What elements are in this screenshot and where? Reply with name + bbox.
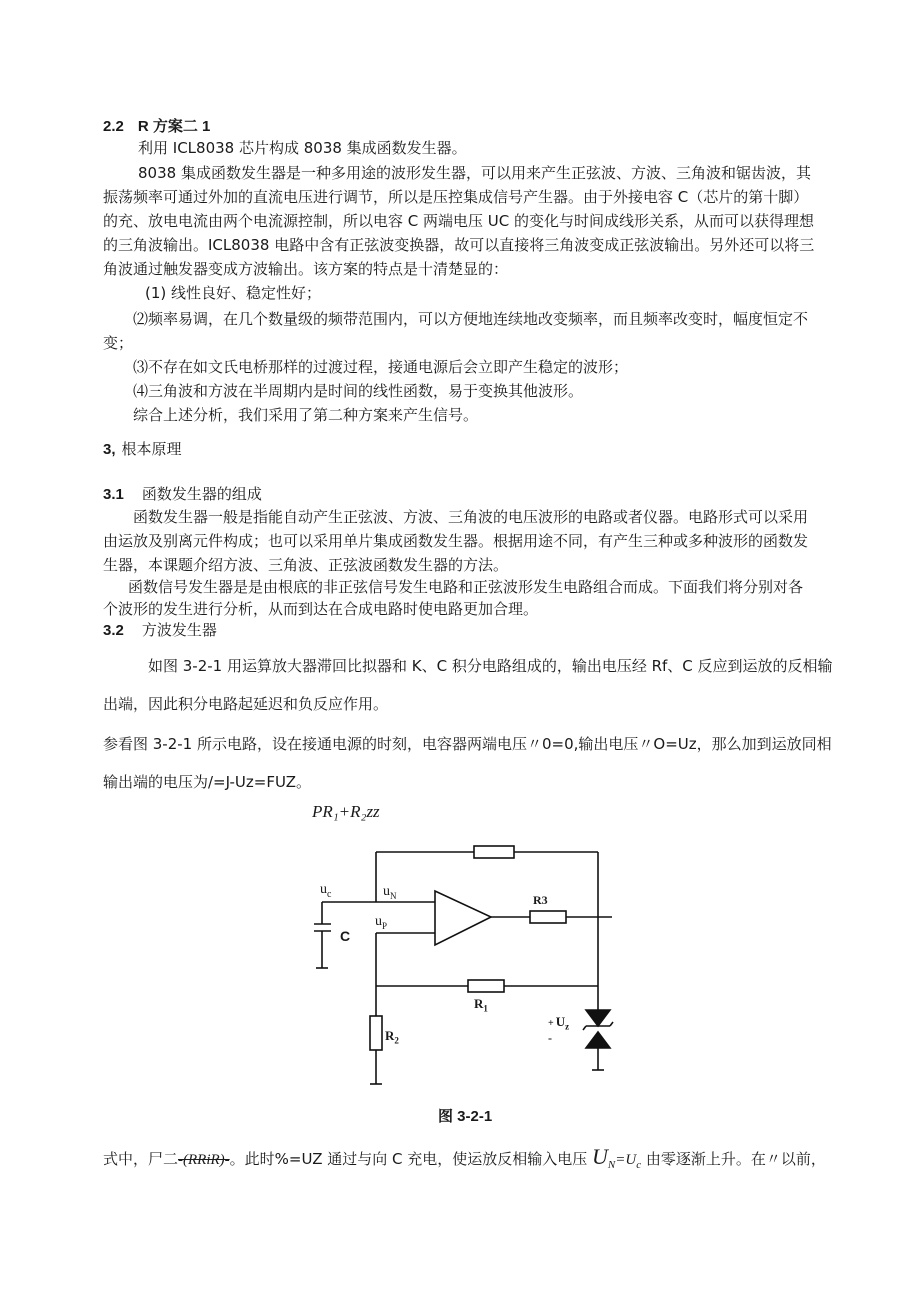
paragraph-3-1-line: 生器，本课题介绍方波、三角波、正弦波函数发生器的方法。 (103, 556, 509, 574)
paragraph-3-2-line: 出端，因此积分电路起延迟和负反应作用。 (103, 695, 389, 713)
paragraph-last-line: 式中，尸二-(RRiR)-。此时%=UZ 通过与向 C 充电，使运放反相输入电压 $U_N=U_c$ 由零逐渐上升。在〃以前， (103, 1144, 826, 1171)
section-title: 函数发生器的组成 (141, 485, 262, 503)
paragraph-intro: 利用 ICL8038 芯片构成 8038 集成函数发生器。 (138, 139, 467, 157)
section-number: 2.2 (103, 118, 124, 135)
figure-caption: 图 3-2-1 (438, 1108, 493, 1125)
section-heading-3 (103, 439, 182, 460)
paragraph-3-2-line: 如图 3-2-1 用运算放大器滞回比拟器和 K、C 积分电路组成的，输出电压经 Rf、C 反应到运放的反相输 (148, 657, 833, 675)
label-un: $u_N$ (383, 884, 397, 901)
paragraph-3-2-line: 参看图 3-2-1 所示电路，设在接通电源的时刻，电容器两端电压〃0=0,输出电压〃O=Uz，那么加到运放同相 (103, 735, 832, 753)
label-r3: R3 (533, 893, 548, 907)
label-c: C (340, 928, 351, 944)
section-heading-3-2 (103, 620, 217, 641)
label-r2: $R_2$ (385, 1028, 399, 1046)
paragraph-3-1-line: 由运放及别离元件构成；也可以采用单片集成函数发生器。根据用途不同，有产生三种或多种波形的函数发 (103, 532, 809, 550)
formula: PR₁+R₂zz (312, 802, 380, 821)
section-number: 3.1 (103, 486, 124, 503)
section-title: R 方案二 1 (137, 118, 211, 135)
section-number: 3, (103, 441, 116, 458)
paragraph-3-1-line: 函数发生器一般是指能自动产生正弦波、方波、三角波的电压波形的电路或者仪器。电路形式可以采用 (133, 508, 809, 526)
paragraph-3-1-line: 个波形的发生进行分析，从而到达在合成电路时使电路更加合理。 (103, 600, 539, 618)
paragraph-conclusion: 综合上述分析，我们采用了第二种方案来产生信号。 (133, 406, 479, 424)
paragraph-8038-line: 振荡频率可通过外加的直流电压进行调节，所以是压控集成信号产生器。由于外接电容 C（芯片的第十脚） (103, 188, 809, 206)
section-heading-3-1 (103, 484, 262, 505)
paragraph-8038-line: 的充、放电电流由两个电流源控制，所以电容 C 两端电压 UC 的变化与时间成线形关系，从而可以获得理想 (103, 212, 815, 230)
label-up: $u_P$ (375, 914, 388, 931)
section-number: 3.2 (103, 622, 124, 639)
feature-item: 变； (103, 334, 134, 352)
paragraph-3-1-line: 函数信号发生器是是由根底的非正弦信号发生电路和正弦波形发生电路组合而成。下面我们将分别对各 (128, 578, 804, 596)
section-title: 方波发生器 (141, 621, 217, 639)
feature-item: (1) 线性良好、稳定性好； (145, 284, 322, 302)
paragraph-8038-line: 角波通过触发器变成方波输出。该方案的特点是十清楚显的： (103, 260, 509, 278)
feature-item: ⑶不存在如文氏电桥那样的过渡过程，接通电源后会立即产生稳定的波形； (133, 358, 629, 376)
section-heading-2-2 (103, 116, 210, 137)
section-title: 根本原理 (121, 440, 182, 458)
label-uc: $u_c$ (320, 882, 332, 900)
paragraph-3-2-line: 输出端的电压为/=J-Uz=FUZ。 (103, 773, 311, 791)
feature-item: ⑵频率易调，在几个数量级的频带范围内，可以方便地连续地改变频率，而且频率改变时，幅度恒定不 (133, 310, 809, 328)
label-uz: + $U_z$ - (548, 1014, 570, 1045)
paragraph-8038-line: 8038 集成函数发生器是一种多用途的波形发生器，可以用来产生正弦波、方波、三角波和锯齿波，其 (138, 164, 811, 182)
paragraph-8038-line: 的三角波输出。ICL8038 电路中含有正弦波变换器，故可以直接将三角波变成正弦波输出。另外还可以将三 (103, 236, 815, 254)
label-r1: $R_1$ (474, 996, 488, 1014)
feature-item: ⑷三角波和方波在半周期内是时间的线性函数，易于变换其他波形。 (133, 382, 584, 400)
